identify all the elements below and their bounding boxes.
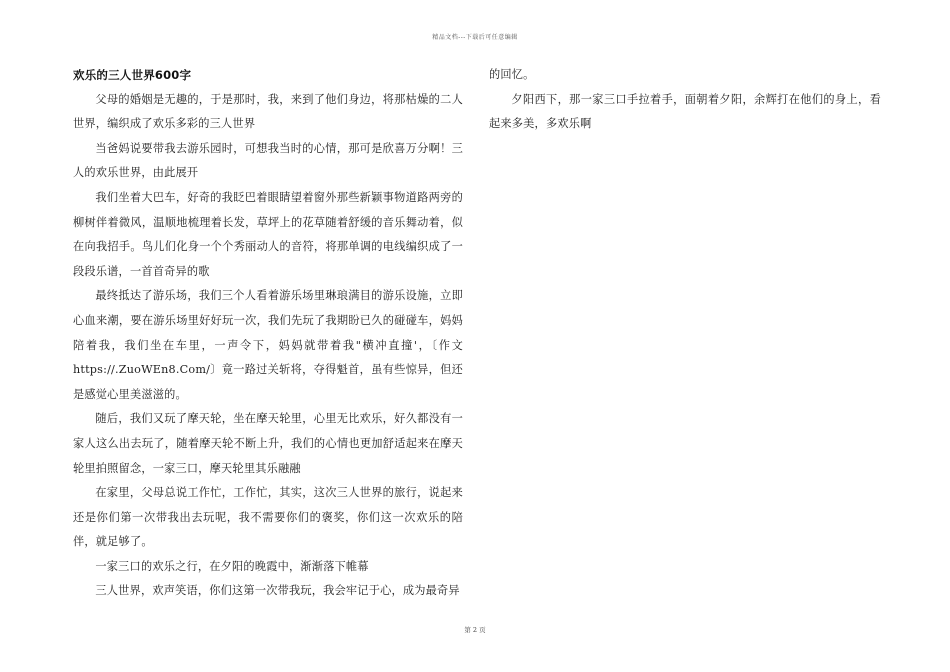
paragraph-6: 在家里，父母总说工作忙，工作忙，其实，这次三人世界的旅行，说起来还是你们第一次带我出去玩呢，我不需要你们的褒奖，你们这一次欢乐的陪伴，就足够了。 bbox=[73, 486, 463, 549]
paragraph-5: 随后，我们又玩了摩天轮，坐在摩天轮里，心里无比欢乐，好久都没有一家人这么出去玩了，随着摩天轮不断上升，我们的心情也更加舒适起来在摩天轮里拍照留念，一家三口，摩天轮里其乐融融 bbox=[73, 412, 463, 475]
paragraph-9: 夕阳西下，那一家三口手拉着手，面朝着夕阳，余辉打在他们的身上，看起来多美，多欢乐啊 bbox=[489, 92, 881, 131]
right-column bbox=[489, 63, 881, 137]
paragraph-7: 一家三口的欢乐之行，在夕阳的晚霞中，渐渐落下帷幕 bbox=[95, 559, 369, 573]
page-header-note: 精品文档---下载后可任意编辑 bbox=[432, 34, 518, 41]
paragraph-8-continuation: 的回忆。 bbox=[489, 68, 535, 81]
paragraph-1: 父母的婚姻是无趣的，于是那时，我，来到了他们身边，将那枯燥的二人世界，编织成了欢乐多彩的三人世界 bbox=[73, 92, 463, 131]
paragraph-2: 当爸妈说要带我去游乐园时，可想我当时的心情，那可是欣喜万分啊！三人的欢乐世界，由此展开 bbox=[73, 141, 463, 180]
paragraph-8: 三人世界，欢声笑语，你们这第一次带我玩，我会牢记于心，成为最奇异 bbox=[95, 584, 460, 598]
page-number: 第 2 页 bbox=[464, 626, 486, 634]
left-column bbox=[73, 63, 463, 604]
paragraph-4: 最终抵达了游乐场，我们三个人看着游乐场里琳琅满目的游乐设施，立即心血来潮，要在游乐场里好好玩一次，我们先玩了我期盼已久的碰碰车，妈妈陪着我，我们坐在车里，一声令下，妈妈就带着我"横冲直撞'，〔作文https://.ZuoWEn8.Com/〕竟一路过关斩将，夺得魁首，虽有些惊异，但还是感觉心里美滋滋的。 bbox=[73, 289, 463, 401]
article-title: 欢乐的三人世界600字 bbox=[73, 68, 192, 82]
paragraph-3: 我们坐着大巴车，好奇的我眨巴着眼睛望着窗外那些新颖事物道路两旁的柳树伴着微风，温顺地梳理着长发，草坪上的花草随着舒缓的音乐舞动着，似在向我招手。鸟儿们化身一个个秀丽动人的音符，将那单调的电线编织成了一段段乐谱，一首首奇异的歌 bbox=[73, 190, 463, 278]
